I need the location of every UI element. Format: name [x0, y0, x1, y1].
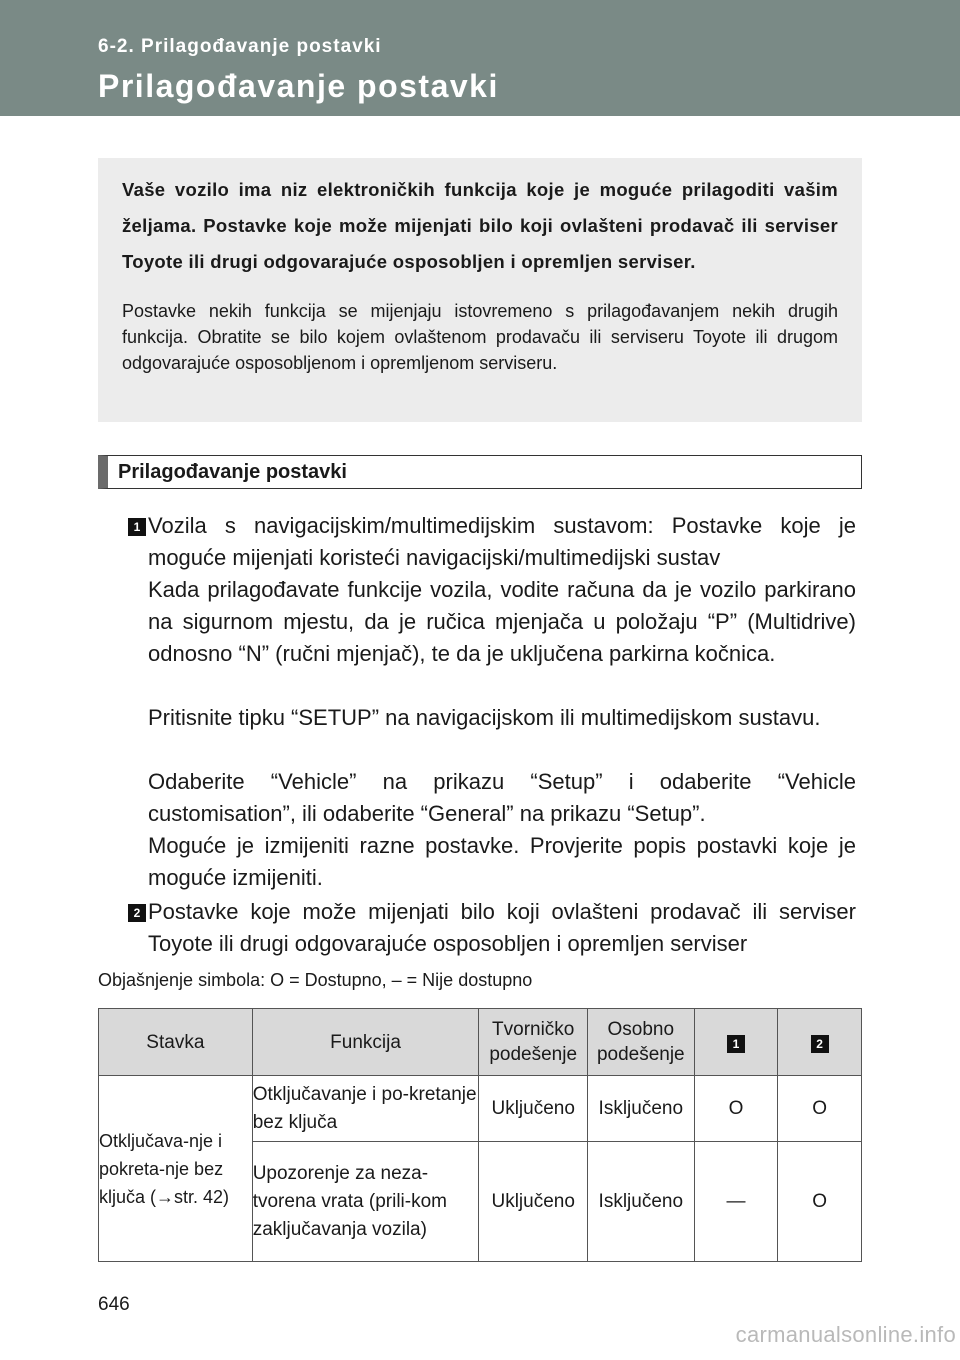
chapter-subtitle: 6-2. Prilagođavanje postavki	[98, 36, 382, 57]
watermark: carmanualsonline.info	[735, 1322, 956, 1347]
item1-paragraph-2: Pritisnite tipku “SETUP” na navigacijskom ili multimedijskom sustavu.	[148, 705, 821, 730]
default-cell: Uključeno	[479, 1142, 588, 1262]
availability-1-cell: —	[694, 1142, 778, 1262]
custom-cell: Isključeno	[587, 1076, 694, 1142]
availability-2-cell: O	[778, 1076, 862, 1142]
function-cell: Otključavanje i po-kretanje bez ključa	[252, 1076, 479, 1142]
item1-heading: Vozila s navigacijskim/multimedijskim sustavom: Postavke koje je moguće mijenjati koristeći navigacijski/multimedijski sustav	[148, 513, 856, 570]
section-heading: Prilagođavanje postavki	[98, 455, 862, 489]
page-title: Prilagođavanje postavki	[98, 68, 499, 104]
default-cell: Uključeno	[479, 1076, 588, 1142]
header-item: Stavka	[99, 1009, 253, 1076]
symbol-legend: Objašnjenje simbola: O = Dostupno, – = Nije dostupno	[98, 970, 533, 990]
item2-heading: Postavke koje može mijenjati bilo koji ovlašteni prodavač ili serviser Toyote ili drugi odgovarajuće osposobljen i opremljen serviser	[148, 899, 856, 956]
table-header-row	[99, 1009, 862, 1076]
header-marker-1	[694, 1009, 778, 1076]
settings-table	[98, 1008, 862, 1262]
group-item-cell: Otključava-nje i pokreta-nje bez ključa (→str. 42)	[99, 1076, 253, 1262]
intro-normal-text: Postavke nekih funkcija se mijenjaju istovremeno s prilagođavanjem nekih drugih funkcija. Obratite se bilo kojem ovlaštenom prodavaču ili serviseru Toyote ili drugom odgovarajuće osposobljenom i opremljenom serviseru.	[122, 301, 838, 373]
chapter-header	[0, 0, 960, 116]
header-default: Tvorničko podešenje	[479, 1009, 588, 1076]
page-number: 646	[98, 1294, 130, 1315]
marker-2-icon: 2	[128, 904, 146, 922]
intro-bold-text: Vaše vozilo ima niz elektroničkih funkcija koje je moguće prilagoditi vašim željama. Postavke koje može mijenjati bilo koji ovlašteni prodavač ili serviser Toyote ili drugi odgovarajuće osposobljen i opremljen serviser.	[122, 179, 838, 272]
item1-paragraph-1: Kada prilagođavate funkcije vozila, vodite računa da je vozilo parkirano na sigurnom mjestu, da je ručica mjenjača u položaju “P” (Multidrive) odnosno “N” (ručni mjenjač), te da je uključena parkirna kočnica.	[148, 577, 856, 666]
header-marker-2	[778, 1009, 862, 1076]
marker-2-icon: 2	[811, 1035, 829, 1053]
marker-1-icon: 1	[727, 1035, 745, 1053]
item1-paragraph-4: Moguće je izmijeniti razne postavke. Provjerite popis postavki koje je moguće izmijeniti.	[148, 833, 856, 890]
table-row	[99, 1076, 862, 1142]
custom-cell: Isključeno	[587, 1142, 694, 1262]
marker-1-icon: 1	[128, 518, 146, 536]
function-cell: Upozorenje za neza-tvorena vrata (prili-kom zaključavanja vozila)	[252, 1142, 479, 1262]
header-custom: Osobno podešenje	[587, 1009, 694, 1076]
intro-box	[98, 158, 862, 422]
header-function: Funkcija	[252, 1009, 479, 1076]
availability-1-cell: O	[694, 1076, 778, 1142]
item1-paragraph-3: Odaberite “Vehicle” na prikazu “Setup” i odaberite “Vehicle customisation”, ili odaberite “General” na prikazu “Setup”.	[148, 769, 856, 826]
availability-2-cell: O	[778, 1142, 862, 1262]
